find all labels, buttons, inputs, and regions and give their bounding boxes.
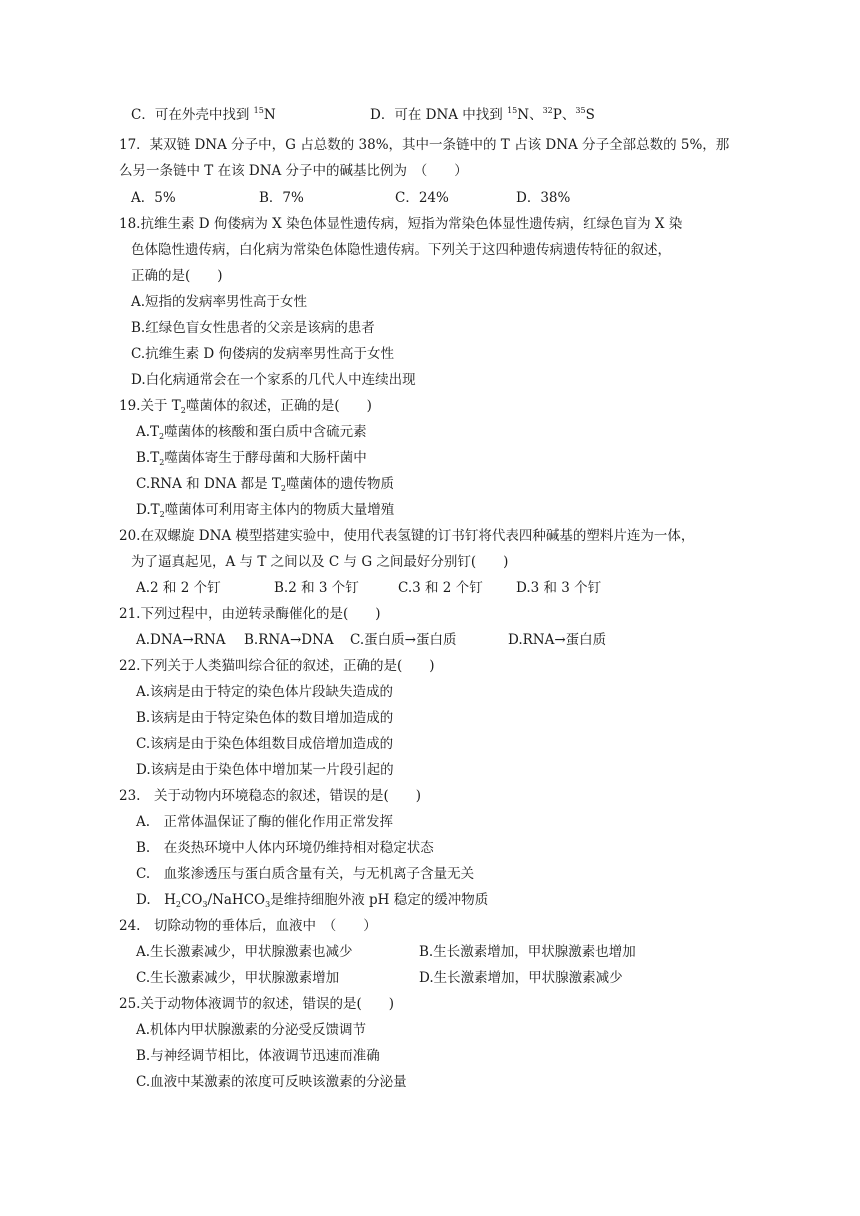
q16-option-d: D．可在 DNA 中找到 $^{15}$N、$^{32}$P、$^{35}$S xyxy=(370,106,595,123)
q18-option-b: B.红绿色盲女性患者的父亲是该病的患者 xyxy=(131,320,375,336)
q18-stem-line3: 正确的是( ) xyxy=(131,268,223,284)
q25-option-b: B.与神经调节相比，体液调节迅速而准确 xyxy=(136,1048,380,1064)
q17-option-row xyxy=(0,189,860,207)
q22-option-d: D.该病是由于染色体中增加某一片段引起的 xyxy=(136,762,394,778)
q25-option-a: A.机体内甲状腺激素的分泌受反馈调节 xyxy=(136,1022,367,1038)
q21-option-row xyxy=(0,631,860,649)
q17-option-a: A．5% xyxy=(131,190,176,206)
q24-stem: 24. 切除动物的垂体后，血液中 （ ） xyxy=(119,918,377,934)
q23-option-a: A. 正常体温保证了酶的催化作用正常发挥 xyxy=(136,814,394,830)
q20-option-row xyxy=(0,579,860,597)
q21-option-d: D.RNA→蛋白质 xyxy=(508,632,607,648)
q25-option-c: C.血液中某激素的浓度可反映该激素的分泌量 xyxy=(136,1074,407,1090)
q18-option-c: C.抗维生素 D 佝偻病的发病率男性高于女性 xyxy=(131,346,395,362)
q22-stem: 22.下列关于人类猫叫综合征的叙述，正确的是( ) xyxy=(119,658,435,674)
q19-option-d: $D.T_2$噬菌体可利用寄主体内的物质大量增殖 xyxy=(136,502,395,519)
q18-option-d: D.白化病通常会在一个家系的几代人中连续出现 xyxy=(131,372,416,388)
q22-option-a: A.该病是由于特定的染色体片段缺失造成的 xyxy=(136,684,394,700)
q24-option-d: D.生长激素增加，甲状腺激素减少 xyxy=(419,970,623,986)
q20-option-d: D.3 和 3 个钉 xyxy=(516,580,602,596)
q20-option-c: C.3 和 2 个钉 xyxy=(398,580,483,596)
q18-option-a: A.短指的发病率男性高于女性 xyxy=(131,294,308,310)
q20-option-b: B.2 和 3 个钉 xyxy=(274,580,359,596)
q24-option-a: A.生长激素减少，甲状腺激素也减少 xyxy=(136,944,353,960)
q23-option-d: D. $H_2CO_3/NaHCO_3$是维持细胞外液 pH 稳定的缓冲物质 xyxy=(136,892,489,909)
q22-option-c: C.该病是由于染色体组数目成倍增加造成的 xyxy=(136,736,394,752)
q24-option-b: B.生长激素增加，甲状腺激素也增加 xyxy=(419,944,636,960)
q21-option-c: C.蛋白质→蛋白质 xyxy=(350,632,457,648)
q20-option-a: A.2 和 2 个钉 xyxy=(136,580,221,596)
q17-option-c: C．24% xyxy=(395,190,449,206)
q23-stem: 23. 关于动物内环境稳态的叙述，错误的是( ) xyxy=(119,788,422,804)
q19-option-c: C.RNA 和 DNA 都是 $T_2$噬菌体的遗传物质 xyxy=(136,476,395,493)
q18-stem-line1: 18.抗维生素 D 佝偻病为 X 染色体显性遗传病，短指为常染色体显性遗传病，红绿色盲为 X 染 xyxy=(119,216,683,232)
q17-option-d: D．38% xyxy=(516,190,571,206)
q18-stem-line2: 色体隐性遗传病，白化病为常染色体隐性遗传病。下列关于这四种遗传病遗传特征的叙述， xyxy=(131,242,671,258)
q21-stem: 21.下列过程中，由逆转录酶催化的是( ) xyxy=(119,606,381,622)
q17-stem-line1: 17．某双链 DNA 分子中，G 占总数的 38%，其中一条链中的 T 占该 DNA 分子全部总数的 5%，那 xyxy=(119,137,730,153)
q21-option-b: B.RNA→DNA xyxy=(244,632,334,648)
q19-option-a: $A.T_2$噬菌体的核酸和蛋白质中含硫元素 xyxy=(136,424,367,441)
q19-stem: 19.关于 $T_2$噬菌体的叙述，正确的是( ) xyxy=(119,398,372,415)
q25-stem: 25.关于动物体液调节的叙述，错误的是( ) xyxy=(119,996,395,1012)
q16-option-row xyxy=(0,106,860,124)
q19-option-b: $B.T_2$噬菌体寄生于酵母菌和大肠杆菌中 xyxy=(136,450,367,467)
q23-option-c: C. 血浆渗透压与蛋白质含量有关，与无机离子含量无关 xyxy=(136,866,475,882)
q24-option-c: C.生长激素减少，甲状腺激素增加 xyxy=(136,970,340,986)
q24-option-row-1 xyxy=(0,943,860,961)
q21-option-a: A.DNA→RNA xyxy=(136,632,226,648)
q24-option-row-2 xyxy=(0,969,860,987)
q17-stem-line2: 么另一条链中 T 在该 DNA 分子中的碱基比例为 （ ） xyxy=(119,163,468,179)
q16-option-c: C．可在外壳中找到 $^{15}$N xyxy=(131,106,276,123)
q22-option-b: B.该病是由于特定染色体的数目增加造成的 xyxy=(136,710,394,726)
q23-option-b: B. 在炎热环境中人体内环境仍维持相对稳定状态 xyxy=(136,840,434,856)
q20-stem-line2: 为了逼真起见，A 与 T 之间以及 C 与 G 之间最好分别钉( ) xyxy=(131,554,509,570)
q20-stem-line1: 20.在双螺旋 DNA 模型搭建实验中，使用代表氢键的订书钉将代表四种碱基的塑料片连为一体， xyxy=(119,528,695,544)
q17-option-b: B．7% xyxy=(259,190,304,206)
